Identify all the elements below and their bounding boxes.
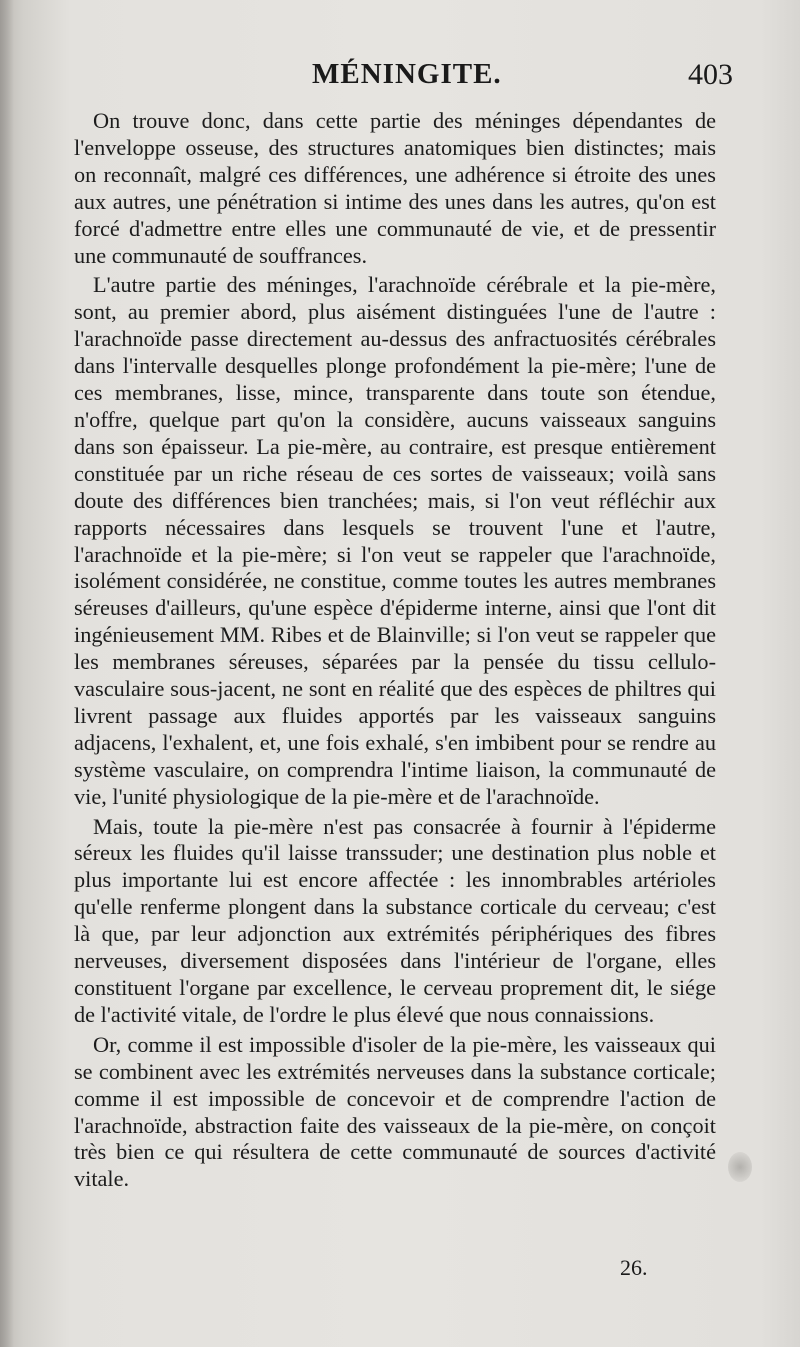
- paragraph: L'autre partie des méninges, l'arachnoïde cérébrale et la pie-mère, sont, au premier abord, plus aisément distinguées l'une de l'autre : l'arachnoïde passe directement au-dessus des anfractuosités cérébrales dans l'intervalle desquelles plonge profondément la pie-mère; l'une de ces membranes, lisse, mince, transparente dans toute son étendue, n'offre, quelque part qu'on la considère, aucuns vaisseaux sanguins dans son épaisseur. La pie-mère, au contraire, est presque entièrement constituée par un riche réseau de ces sortes de vaisseaux; voilà sans doute des différences bien tranchées; mais, si l'on veut réfléchir aux rapports nécessaires dans lesquels se trouvent l'une et l'autre, l'arachnoïde et la pie-mère; si l'on veut se rappeler que l'arachnoïde, isolément considérée, ne constitue, comme toutes les autres membranes séreuses d'ailleurs, qu'une espèce d'épiderme interne, ainsi que l'ont dit ingénieusement MM. Ribes et de Blainville; si l'on veut se rappeler que les membranes séreuses, séparées par la pensée du tissu cellulo-vasculaire sous-jacent, ne sont en réalité que des espèces de philtres qui livrent passage aux fluides apportés par les vaisseaux sanguins adjacens, l'exhalent, et, une fois exhalé, s'en imbibent pour se rendre au système vasculaire, on comprendra l'intime liaison, la communauté de vie, l'unité physiologique de la pie-mère et de l'arachnoïde.: [74, 272, 716, 809]
- paragraph: Mais, toute la pie-mère n'est pas consacrée à fournir à l'épiderme séreux les fluides qu'il laisse transsuder; une destination plus noble et plus importante lui est encore affectée : les innombrables artérioles qu'elle renferme plongent dans la substance corticale du cerveau; c'est là que, par leur adjonction aux extrémités périphériques des fibres nerveuses, diversement disposées dans l'intérieur de l'organe, elles constituent l'organe par excellence, le cerveau proprement dit, le siége de l'activité vitale, de l'ordre le plus élevé que nous connaissions.: [74, 813, 716, 1027]
- running-title: MÉNINGITE.: [312, 58, 502, 90]
- page-number: 403: [688, 58, 733, 91]
- paragraph: Or, comme il est impossible d'isoler de la pie-mère, les vaisseaux qui se combinent avec les extrémités nerveuses dans la substance corticale; comme il est impossible de concevoir et de comprendre l'action de l'arachnoïde, abstraction faite des vaisseaux de la pie-mère, on conçoit très bien ce qui résultera de cette communauté de sources d'activité vitale.: [74, 1031, 716, 1192]
- paragraph: On trouve donc, dans cette partie des méninges dépendantes de l'enveloppe osseuse, des structures anatomiques bien distinctes; mais on reconnaît, malgré ces différences, une adhérence si étroite des unes aux autres, une pénétration si intime des unes dans les autres, qu'on est forcé d'admettre entre elles une communauté de vie, et de pressentir une communauté de souffrances.: [74, 108, 716, 268]
- binding-shadow: [0, 0, 14, 1347]
- body-text: [74, 108, 716, 1196]
- page-header: [0, 58, 800, 98]
- signature-mark: 26.: [620, 1255, 648, 1280]
- paper-stain: [728, 1152, 752, 1182]
